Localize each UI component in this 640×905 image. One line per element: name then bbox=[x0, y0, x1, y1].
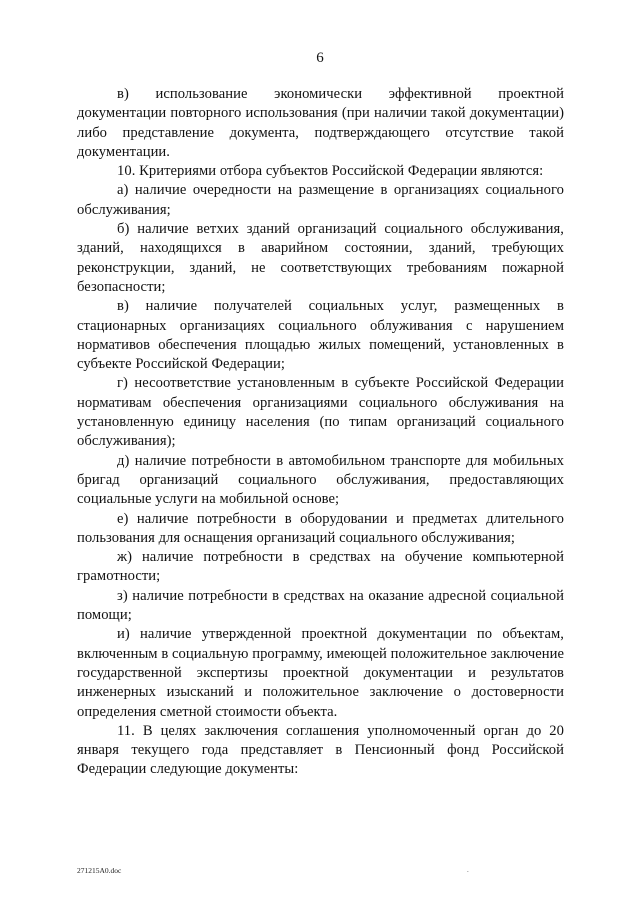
page-number: 6 bbox=[316, 50, 324, 66]
paragraph-d-vehicles: д) наличие потребности в автомобильном транспорте для мобильных бригад организаций социального обслуживания, предоставляющих социальные услуги на мобильной основе; bbox=[77, 452, 564, 508]
paragraph-v-project-documentation: в) использование экономически эффективной проектной документации повторного использования (при наличии такой документации) либо представление документа, подтверждающего отсутствие такой документации. bbox=[77, 86, 564, 160]
paragraph-v-service-recipients: в) наличие получателей социальных услуг, размещенных в стационарных организациях социального облуживания с нарушением нормативов обеспечения площадью жилых помещений, установленных в субъекте Российской Федерации; bbox=[77, 298, 564, 373]
document-body bbox=[77, 85, 564, 780]
paragraph-b-dilapidated-buildings: б) наличие ветхих зданий организаций социального обслуживания, зданий, находящихся в аварийном состоянии, зданий, требующих реконструкции, зданий, не соответствующих требованиям пожарной безопасности; bbox=[77, 221, 564, 295]
paragraph-g-standards-mismatch: г) несоответствие установленным в субъекте Российской Федерации нормативам обеспечения организациями социального обслуживания на установленную единицу населения (по типам организаций социального обслуживания); bbox=[77, 375, 564, 450]
paragraph-z-targeted-assistance: з) наличие потребности в средствах на оказание адресной социальной помощи; bbox=[77, 587, 564, 624]
footer-mark: . bbox=[467, 866, 469, 874]
paragraph-10-selection-criteria: 10. Критериями отбора субъектов Российской Федерации являются: bbox=[117, 163, 544, 180]
paragraph-zh-computer-literacy: ж) наличие потребности в средствах на обучение компьютерной грамотности; bbox=[77, 549, 564, 585]
paragraph-i-approved-documentation: и) наличие утвержденной проектной документации по объектам, включенным в социальную программу, имеющей положительное заключение государственной экспертизы проектной документации и результатов инженерных изысканий и положительное заключение о достоверности определения сметной стоимости объекта. bbox=[77, 626, 564, 720]
paragraph-a-queue: а) наличие очередности на размещение в организациях социального обслуживания; bbox=[77, 182, 564, 218]
paragraph-11-agreement-documents: 11. В целях заключения соглашения уполномоченный орган до 20 января текущего года представляет в Пенсионный фонд Российской Федерации следующие документы: bbox=[77, 722, 564, 778]
paragraph-e-equipment: е) наличие потребности в оборудовании и предметах длительного пользования для оснащения организаций социального обслуживания; bbox=[77, 510, 564, 546]
footer-file-code: 271215А0.doc bbox=[77, 866, 122, 875]
